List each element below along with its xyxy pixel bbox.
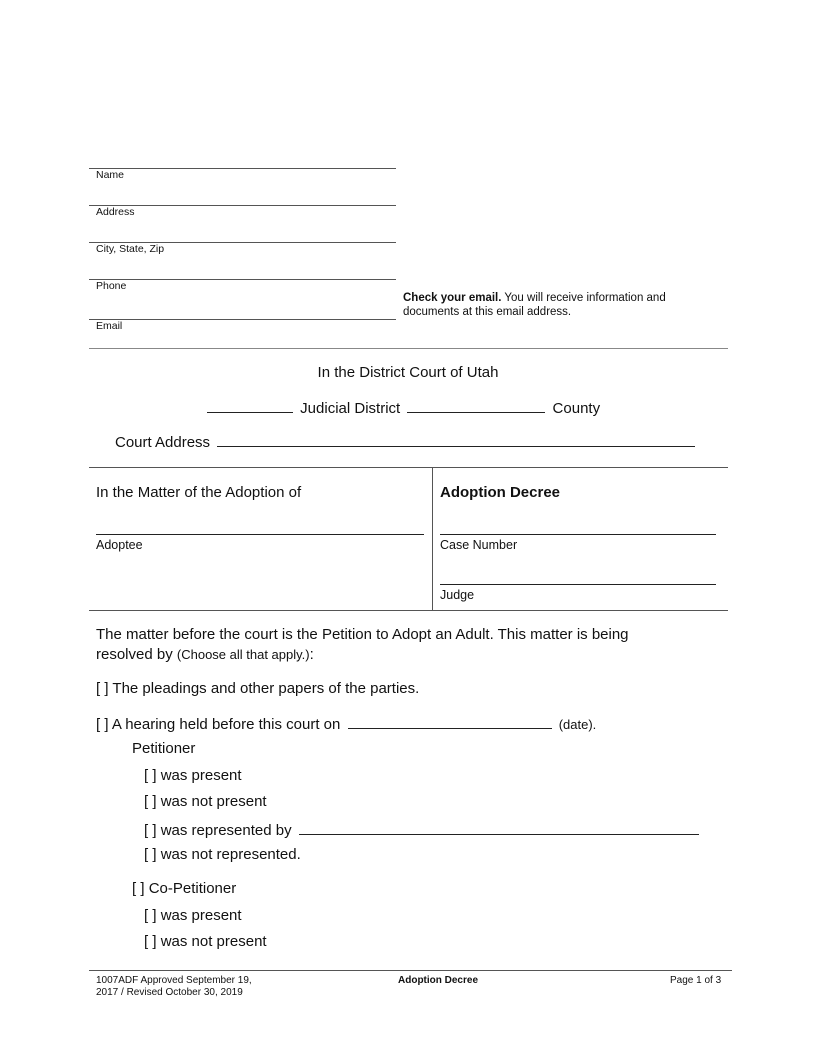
footer-form-id [96, 975, 252, 999]
caption-top-line [89, 467, 728, 468]
court-address-row [115, 432, 698, 451]
email-note-line2: documents at this email address. [403, 306, 572, 318]
caption-divider [432, 467, 433, 610]
co-petitioner-not-present [144, 933, 267, 950]
phone-line [89, 279, 396, 280]
petitioner-not-present [144, 793, 267, 810]
option-hearing [96, 714, 596, 733]
was-present-label: was present [160, 767, 242, 784]
court-address-label: Court Address [115, 434, 211, 451]
name-line [89, 168, 396, 169]
county-blank[interactable] [407, 398, 545, 413]
hearing-date-blank[interactable] [348, 714, 552, 729]
footer-line [89, 970, 732, 971]
email-note [403, 291, 703, 319]
intro-colon: : [309, 646, 314, 663]
email-label: Email [96, 320, 123, 332]
was-represented-by-label: was represented by [160, 822, 292, 839]
option-pleadings [96, 680, 419, 697]
district-blank[interactable] [207, 398, 293, 413]
intro-line1: The matter before the court is the Petition to Adopt an Adult. This matter is being [96, 626, 629, 643]
was-not-present-label: was not present [160, 793, 267, 810]
city-state-zip-label: City, State, Zip [96, 243, 165, 255]
checkbox[interactable]: [ ] [144, 793, 157, 810]
co-petitioner-heading [132, 880, 236, 897]
date-label: (date). [558, 717, 597, 732]
was-present-label: was present [160, 907, 242, 924]
was-not-represented-label: was not represented. [160, 846, 301, 863]
petitioner-present [144, 767, 242, 784]
email-line [89, 319, 396, 320]
intro-resolved-by: resolved by [96, 646, 173, 663]
representative-blank[interactable] [299, 820, 699, 835]
header-divider [89, 348, 728, 349]
judicial-district-row [207, 398, 600, 417]
checkbox[interactable]: [ ] [132, 880, 145, 897]
judge-label: Judge [440, 588, 475, 602]
checkbox[interactable]: [ ] [144, 846, 157, 863]
footer-page-number: Page 1 of 3 [670, 975, 722, 986]
address-line [89, 205, 396, 206]
address-label: Address [96, 206, 135, 218]
intro-paren: (Choose all that apply.) [176, 647, 310, 662]
case-number-label: Case Number [440, 538, 518, 552]
court-address-blank[interactable] [217, 432, 695, 447]
email-note-bold: Check your email. [403, 292, 502, 304]
footer-title: Adoption Decree [398, 975, 479, 986]
judge-blank[interactable] [440, 584, 716, 585]
checkbox[interactable]: [ ] [96, 716, 109, 733]
petitioner-heading: Petitioner [132, 740, 196, 757]
judicial-district-label: Judicial District [300, 400, 401, 417]
matter-label: In the Matter of the Adoption of [96, 484, 302, 501]
option-pleadings-label: The pleadings and other papers of the parties. [112, 680, 420, 697]
caption-bottom-line [89, 610, 728, 611]
co-petitioner-label: Co-Petitioner [148, 880, 237, 897]
email-note-rest: You will receive information and [501, 292, 666, 304]
intro-line2 [96, 646, 314, 663]
phone-label: Phone [96, 280, 127, 292]
case-number-blank[interactable] [440, 534, 716, 535]
checkbox[interactable]: [ ] [144, 907, 157, 924]
footer-form-line2: 2017 / Revised October 30, 2019 [96, 987, 243, 998]
adoptee-blank[interactable] [96, 534, 424, 535]
court-title: In the District Court of Utah [317, 364, 499, 381]
was-not-present-label: was not present [160, 933, 267, 950]
checkbox[interactable]: [ ] [144, 933, 157, 950]
doc-title: Adoption Decree [440, 484, 561, 501]
checkbox[interactable]: [ ] [144, 767, 157, 784]
adoptee-label: Adoptee [96, 538, 143, 552]
checkbox[interactable]: [ ] [144, 822, 157, 839]
checkbox[interactable]: [ ] [96, 680, 109, 697]
petitioner-represented [144, 820, 702, 839]
footer-form-line1: 1007ADF Approved September 19, [96, 975, 252, 986]
name-label: Name [96, 169, 125, 181]
county-label: County [552, 400, 601, 417]
co-petitioner-present [144, 907, 242, 924]
petitioner-not-represented [144, 846, 301, 863]
option-hearing-label: A hearing held before this court on [111, 716, 341, 733]
